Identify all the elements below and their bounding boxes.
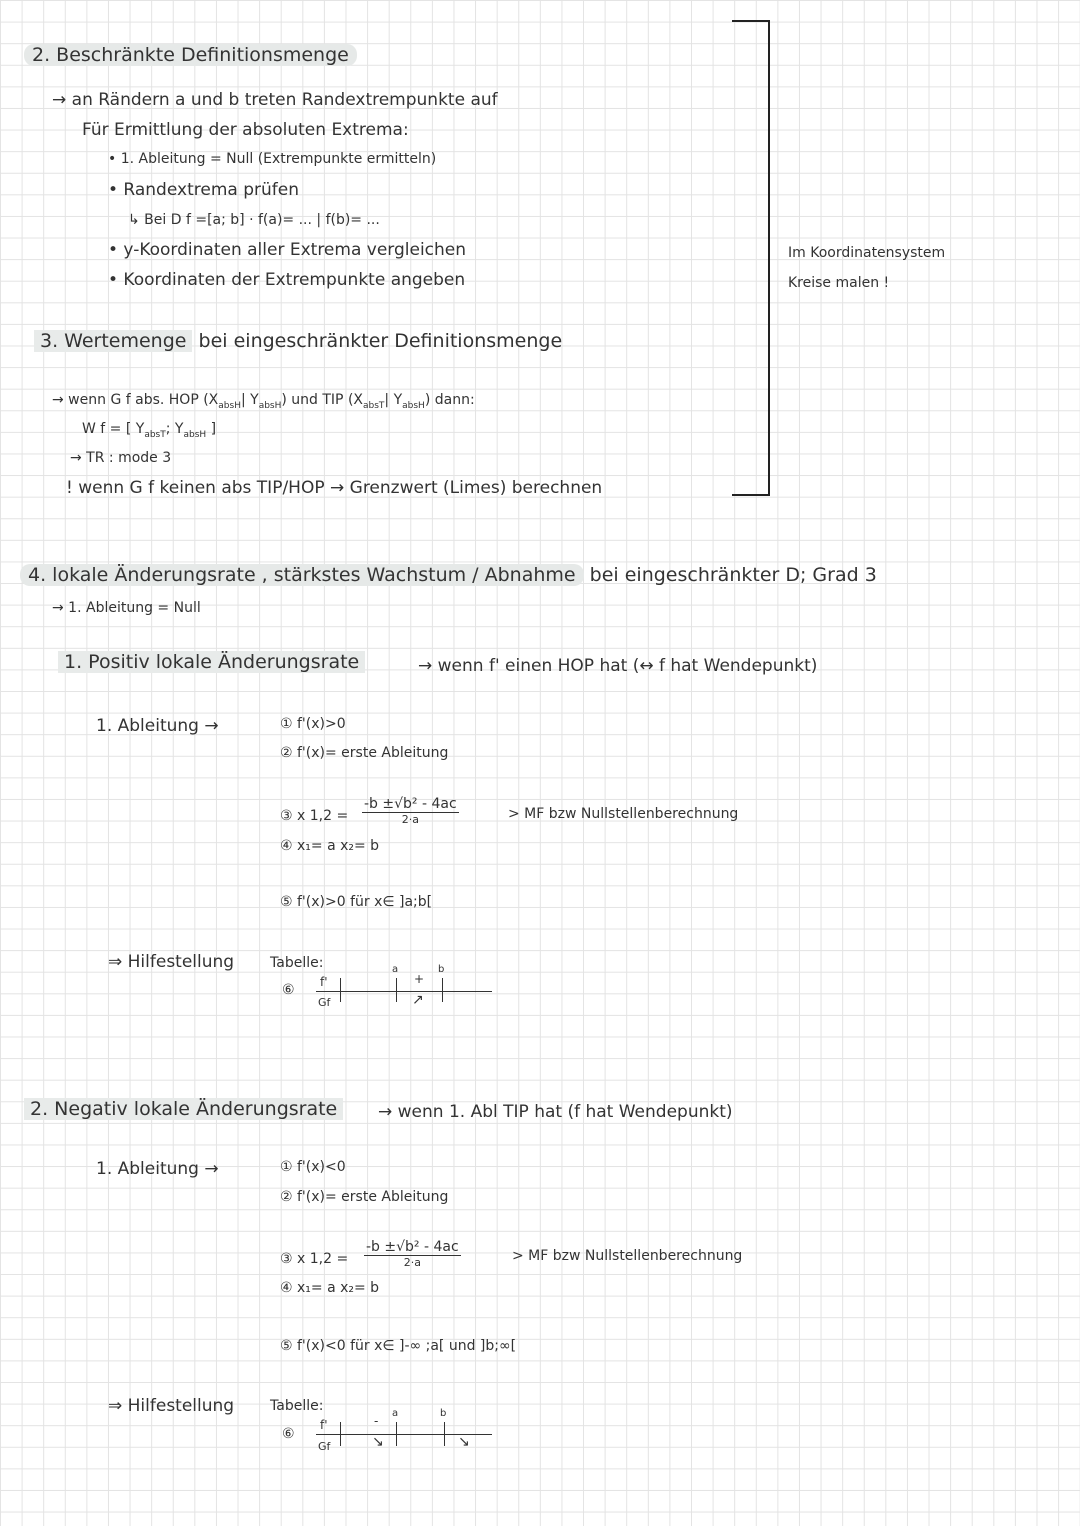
p2-step-1: ① f'(x)<0 — [280, 1159, 346, 1175]
section-4-heading-rest: bei eingeschränkter D; Grad 3 — [589, 564, 877, 586]
p1-step-3: ③ x 1,2 = — [280, 808, 349, 824]
p1-frac-den: 2·a — [401, 813, 419, 826]
p2-mark-minus: - — [374, 1414, 379, 1428]
p1-step-6: ⑥ — [282, 982, 295, 998]
section-3-heading-row — [34, 330, 562, 352]
p1-hilfe: ⇒ Hilfestellung — [108, 952, 235, 972]
section-4-heading: 4. lokale Änderungsrate , stärkstes Wachstum / Abnahme — [20, 564, 584, 586]
p2-mark-b: b — [440, 1408, 447, 1419]
p2-title: 2. Negativ lokale Änderungsrate — [24, 1098, 343, 1120]
s3-l2a: W f = [ Y — [82, 421, 145, 437]
p2-step-2: ② f'(x)= erste Ableitung — [280, 1189, 449, 1205]
p2-table-vline-1 — [340, 1422, 341, 1446]
section-4-heading-row — [20, 564, 877, 586]
p1-table-vline-2 — [396, 978, 397, 1002]
section-3-line-2 — [82, 421, 216, 440]
p2-table-vline-2 — [396, 1422, 397, 1446]
p2-hilfe: ⇒ Hilfestellung — [108, 1396, 235, 1416]
p1-label: 1. Ableitung → — [96, 716, 219, 736]
p1-step-4: ④ x₁= a x₂= b — [280, 838, 380, 854]
section-2-bullet-4: • Koordinaten der Extrempunkte angeben — [108, 270, 466, 290]
s3-l1e: ) dann: — [424, 392, 475, 408]
p2-step-3-note: > MF bzw Nullstellenberechnung — [512, 1248, 743, 1264]
section-2-intro: → an Rändern a und b treten Randextrempunkte auf — [52, 90, 498, 110]
p2-step-3: ③ x 1,2 = — [280, 1251, 349, 1267]
p1-step-5: ⑤ f'(x)>0 für x∈ ]a;b[ — [280, 894, 433, 910]
p1-frac-num: -b ±√b² - 4ac — [364, 796, 457, 812]
p2-step-4: ④ x₁= a x₂= b — [280, 1280, 380, 1296]
p1-table-vline-1 — [340, 978, 341, 1002]
s3-l1-sub1: absH — [218, 400, 241, 411]
p2-table-vline-3 — [444, 1422, 445, 1446]
p2-quadratic-formula — [364, 1239, 461, 1269]
section-2-bullet-2-sub: ↳ Bei D f =[a; b] · f(a)= ... | f(b)= ... — [128, 212, 380, 228]
section-4-sub: → 1. Ableitung = Null — [52, 600, 201, 616]
s3-l1d: | Y — [384, 392, 403, 408]
side-note-line-1: Im Koordinatensystem — [788, 245, 946, 261]
section-2-bullet-3: • y-Koordinaten aller Extrema vergleichen — [108, 240, 467, 260]
p1-tabelle: Tabelle: — [270, 955, 324, 971]
p2-mark-a: a — [392, 1408, 399, 1419]
p1-step-2: ② f'(x)= erste Ableitung — [280, 745, 449, 761]
section-2-bullet-2: • Randextrema prüfen — [108, 180, 299, 200]
s3-l2-sub1: absT — [144, 429, 166, 440]
side-note-line-2: Kreise malen ! — [788, 275, 890, 291]
section-2-bullet-1: • 1. Ableitung = Null (Extrempunkte ermitteln) — [108, 151, 437, 167]
p2-step-5: ⑤ f'(x)<0 für x∈ ]-∞ ;a[ und ]b;∞[ — [280, 1338, 517, 1354]
p1-condition: → wenn f' einen HOP hat (↔ f hat Wendepunkt) — [418, 656, 818, 676]
section-2-lead: Für Ermittlung der absoluten Extrema: — [82, 120, 409, 140]
p1-mark-arrow: ↗ — [412, 992, 424, 1008]
p2-condition: → wenn 1. Abl TIP hat (f hat Wendepunkt) — [378, 1102, 733, 1122]
s3-l2c: ] — [206, 421, 217, 437]
p2-frac-den: 2·a — [403, 1256, 421, 1269]
p2-row-fprime: f' — [320, 1418, 328, 1432]
s3-l1-sub3: absT — [363, 400, 385, 411]
p1-quadratic-formula — [362, 796, 459, 826]
p2-step-6: ⑥ — [282, 1426, 295, 1442]
p1-mark-b: b — [438, 964, 445, 975]
p1-step-3-note: > MF bzw Nullstellenberechnung — [508, 806, 739, 822]
s3-l1c: ) und TIP (X — [281, 392, 363, 408]
p1-mark-plus: + — [414, 972, 425, 986]
section-2-heading: 2. Beschränkte Definitionsmenge — [24, 44, 357, 66]
p1-table-vline-3 — [442, 978, 443, 1002]
section-3-line-1 — [52, 392, 475, 411]
section-3-line-3: → TR : mode 3 — [70, 450, 172, 466]
p2-label: 1. Ableitung → — [96, 1159, 219, 1179]
p1-row-gf: Gf — [318, 996, 331, 1009]
s3-l1a: → wenn G f abs. HOP (X — [52, 392, 219, 408]
p1-row-fprime: f' — [320, 975, 328, 989]
p2-tabelle: Tabelle: — [270, 1398, 324, 1414]
section-3-heading-rest: bei eingeschränkter Definitionsmenge — [198, 330, 563, 352]
p1-title: 1. Positiv lokale Änderungsrate — [58, 651, 365, 673]
s3-l1-sub2: absH — [258, 400, 282, 411]
p2-mark-arrow-1: ↘ — [372, 1434, 384, 1450]
p2-frac-num: -b ±√b² - 4ac — [366, 1239, 459, 1255]
p2-mark-arrow-2: ↘ — [458, 1434, 470, 1450]
p2-row-gf: Gf — [318, 1440, 331, 1453]
p1-table-hline — [316, 991, 492, 992]
s3-l1-sub4: absH — [402, 400, 425, 411]
section-3-line-4: ! wenn G f keinen abs TIP/HOP → Grenzwert (Limes) berechnen — [66, 478, 603, 498]
s3-l2-sub2: absH — [183, 429, 207, 440]
section-3-heading: 3. Wertemenge — [34, 330, 192, 352]
section-bracket — [732, 20, 770, 496]
p1-mark-a: a — [392, 964, 399, 975]
p1-step-1: ① f'(x)>0 — [280, 716, 346, 732]
s3-l1b: | Y — [240, 392, 259, 408]
s3-l2b: ; Y — [165, 421, 184, 437]
